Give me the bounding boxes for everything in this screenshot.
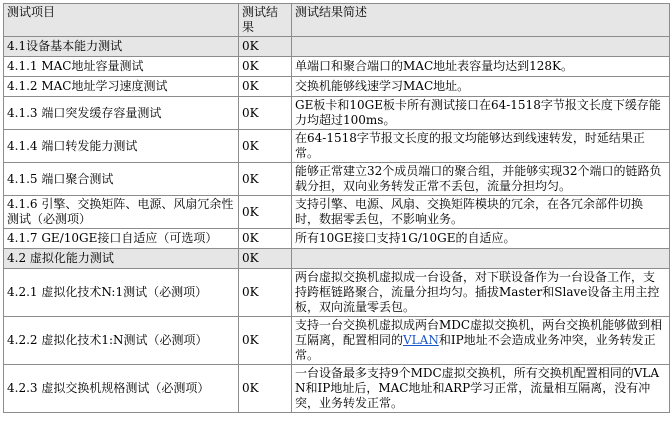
test-item-cell: 4.2.3 虚拟交换机规格测试（必测项） xyxy=(4,365,239,413)
result-summary-cell: 在64-1518字节报文长度的报文均能够达到线速转发，时延结果正常。 xyxy=(292,130,670,163)
result-summary-cell: 能够正常建立32个成员端口的聚合组，并能够实现32个端口的链路负载分担，双向业务转发正常不丢包，流量分担均匀。 xyxy=(292,163,670,196)
test-result-cell: 0K xyxy=(239,37,292,57)
table-row xyxy=(4,365,670,413)
test-result-cell: 0K xyxy=(239,249,292,269)
summary-text-before-link: 支持一台交换机虚拟成两台MDC虚拟交换机，两台交换机能够做到相互隔离，配置相同的 xyxy=(295,318,663,347)
table-row xyxy=(4,130,670,163)
table-row xyxy=(4,77,670,97)
result-summary-cell xyxy=(292,37,670,57)
test-result-cell: 0K xyxy=(239,317,292,365)
test-result-cell: 0K xyxy=(239,365,292,413)
table-row xyxy=(4,229,670,249)
table-row xyxy=(4,269,670,317)
header-result-summary: 测试结果简述 xyxy=(292,4,670,37)
test-result-cell: 0K xyxy=(239,97,292,130)
test-results-table xyxy=(3,3,670,413)
result-summary-cell: 两台虚拟交换机虚拟成一台设备，对下联设备作为一台设备工作，支持跨框链路聚合，流量分担均匀。插拔Master和Slave设备主用主控板，双向流量零丢包。 xyxy=(292,269,670,317)
header-test-result: 测试结果 xyxy=(239,4,292,37)
test-result-cell: 0K xyxy=(239,77,292,97)
result-summary-cell: 一台设备最多支持9个MDC虚拟交换机，所有交换机配置相同的VLAN和IP地址后，MAC地址和ARP学习正常，流量相互隔离，没有冲突，业务转发正常。 xyxy=(292,365,670,413)
table-row xyxy=(4,37,670,57)
test-result-cell: 0K xyxy=(239,130,292,163)
result-summary-cell: 交换机能够线速学习MAC地址。 xyxy=(292,77,670,97)
test-item-cell: 4.1.3 端口突发缓存容量测试 xyxy=(4,97,239,130)
test-item-cell: 4.1.6 引擎、交换矩阵、电源、风扇冗余性测试（必测项） xyxy=(4,196,239,229)
test-result-cell: 0K xyxy=(239,229,292,249)
table-row xyxy=(4,249,670,269)
test-result-cell: 0K xyxy=(239,269,292,317)
result-summary-cell: 所有10GE接口支持1G/10GE的自适应。 xyxy=(292,229,670,249)
test-item-cell: 4.2.1 虚拟化技术N:1测试（必测项） xyxy=(4,269,239,317)
test-result-cell: 0K xyxy=(239,57,292,77)
result-summary-cell: 支持引擎、电源、风扇、交换矩阵模块的冗余，在各冗余部件切换时，数据零丢包，不影响业务。 xyxy=(292,196,670,229)
result-summary-cell: 单端口和聚合端口的MAC地址表容量均达到128K。 xyxy=(292,57,670,77)
result-summary-cell xyxy=(292,317,670,365)
test-item-cell: 4.1.5 端口聚合测试 xyxy=(4,163,239,196)
test-item-cell: 4.1设备基本能力测试 xyxy=(4,37,239,57)
test-item-cell: 4.1.2 MAC地址学习速度测试 xyxy=(4,77,239,97)
vlan-link[interactable]: VLAN xyxy=(403,333,439,347)
test-item-cell: 4.1.4 端口转发能力测试 xyxy=(4,130,239,163)
result-summary-cell: GE板卡和10GE板卡所有测试接口在64-1518字节报文长度下缓存能力均超过100ms。 xyxy=(292,97,670,130)
table-row xyxy=(4,97,670,130)
test-result-cell: 0K xyxy=(239,163,292,196)
test-item-cell: 4.2.2 虚拟化技术1:N测试（必测项） xyxy=(4,317,239,365)
summary-text-after-link: 和IP地址不会造成业务冲突，业务转发正常。 xyxy=(295,333,656,362)
test-item-cell: 4.1.1 MAC地址容量测试 xyxy=(4,57,239,77)
test-result-cell: 0K xyxy=(239,196,292,229)
test-item-cell: 4.1.7 GE/10GE接口自适应（可选项） xyxy=(4,229,239,249)
table-header-row xyxy=(4,4,670,37)
table-row xyxy=(4,163,670,196)
header-test-item: 测试项目 xyxy=(4,4,239,37)
table-row xyxy=(4,317,670,365)
table-row xyxy=(4,196,670,229)
table-row xyxy=(4,57,670,77)
test-item-cell: 4.2 虚拟化能力测试 xyxy=(4,249,239,269)
result-summary-cell xyxy=(292,249,670,269)
